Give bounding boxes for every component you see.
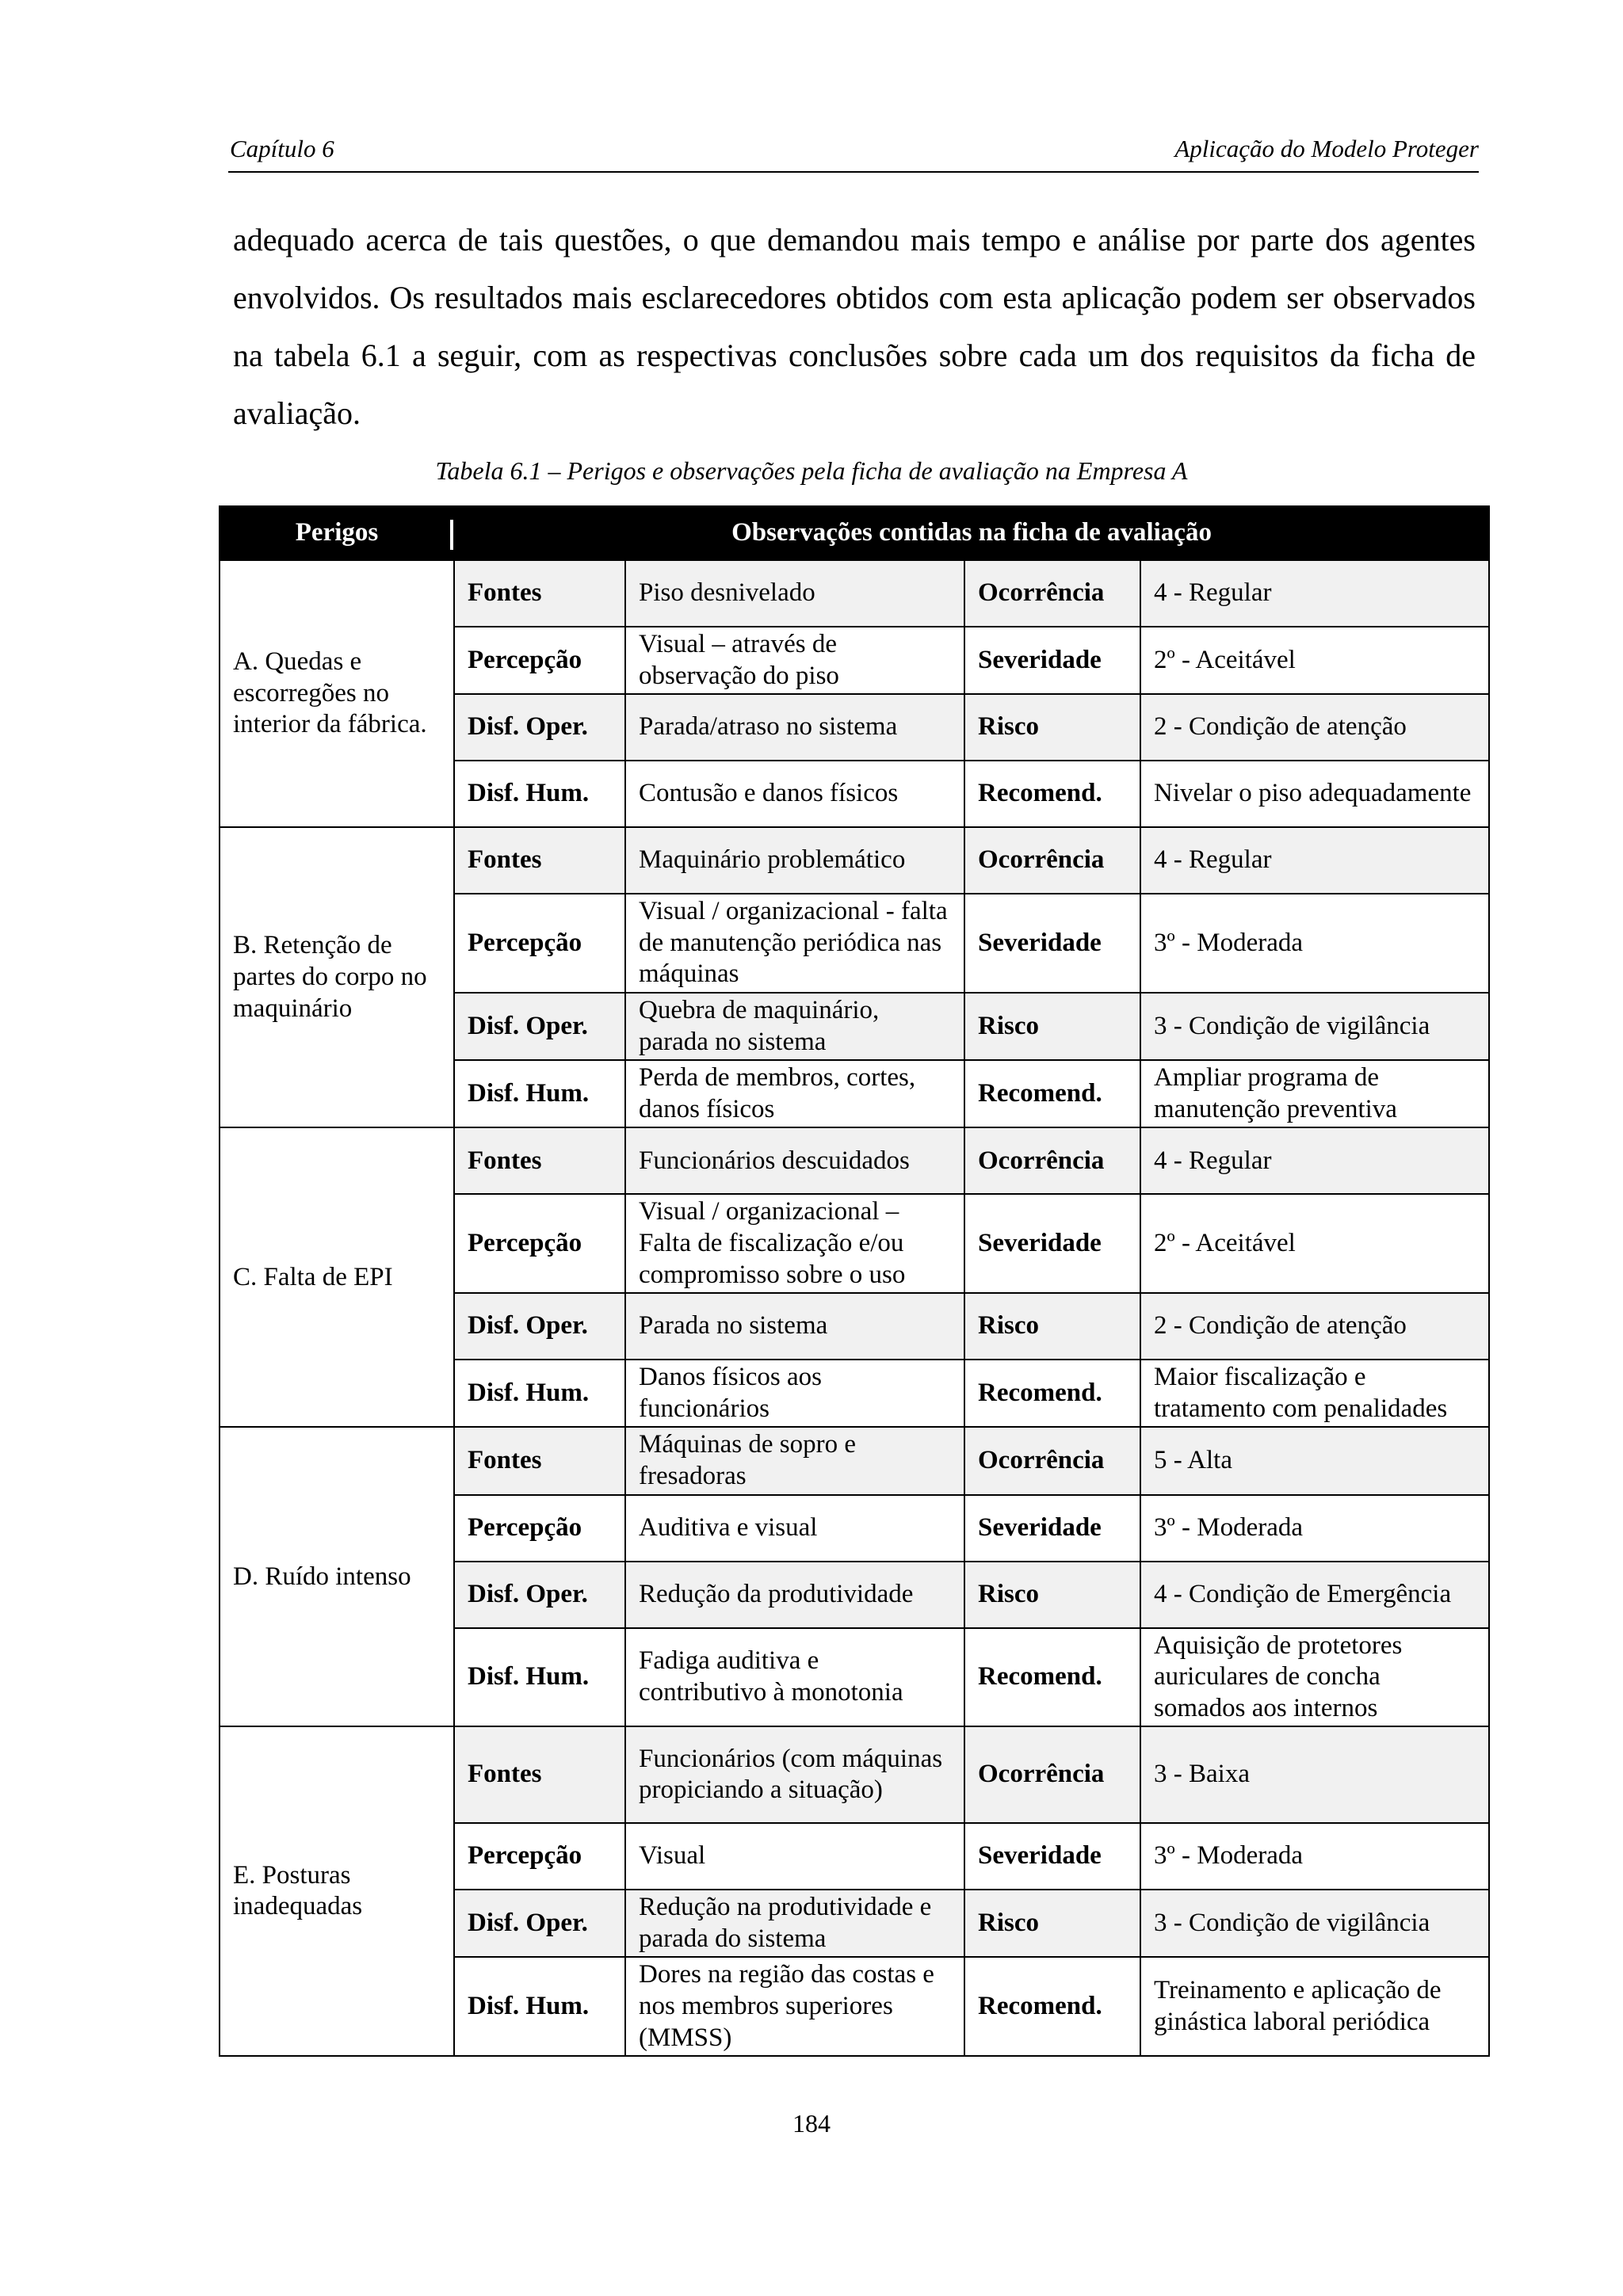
field-value: 3º - Moderada [1140, 894, 1489, 993]
field-label: Percepção [454, 894, 625, 993]
field-value: 2 - Condição de atenção [1140, 694, 1489, 761]
hazard-cell: D. Ruído intenso [220, 1427, 454, 1726]
paragraph-text: adequado acerca de tais questões, o que demandou mais tempo e análise por parte dos agentes envolvidos. Os resultados mais esclarecedores obtidos com esta aplicação podem ser observados na tabela 6.1 a seguir, com as respectivas conclusões sobre cada um dos requisitos da ficha de avaliação. [233, 222, 1476, 431]
field-label: Disf. Oper. [454, 694, 625, 761]
chapter-label: Capítulo 6 [230, 135, 334, 162]
field-value: Auditiva e visual [625, 1495, 964, 1562]
field-label: Disf. Oper. [454, 993, 625, 1060]
field-label: Risco [964, 1293, 1140, 1360]
hazard-cell: E. Posturas inadequadas [220, 1726, 454, 2056]
field-label: Fontes [454, 1427, 625, 1494]
field-label: Disf. Hum. [454, 1360, 625, 1427]
field-label: Disf. Oper. [454, 1562, 625, 1628]
hazard-cell: B. Retenção de partes do corpo no maquinário [220, 827, 454, 1127]
hazard-cell: C. Falta de EPI [220, 1127, 454, 1427]
field-label: Disf. Hum. [454, 761, 625, 827]
table-caption: Tabela 6.1 – Perigos e observações pela ficha de avaliação na Empresa A [435, 456, 1188, 485]
field-value: Fadiga auditiva e contributivo à monotonia [625, 1628, 964, 1727]
field-value: Dores na região das costas e nos membros superiores (MMSS) [625, 1957, 964, 2056]
field-value: Treinamento e aplicação de ginástica laboral periódica [1140, 1957, 1489, 2056]
field-label: Severidade [964, 894, 1140, 993]
field-label: Risco [964, 694, 1140, 761]
field-value: 4 - Regular [1140, 827, 1489, 894]
field-label: Severidade [964, 1194, 1140, 1293]
field-label: Disf. Hum. [454, 1628, 625, 1727]
field-value: Funcionários descuidados [625, 1127, 964, 1194]
field-label: Fontes [454, 1127, 625, 1194]
field-label: Fontes [454, 560, 625, 627]
field-value: 4 - Regular [1140, 1127, 1489, 1194]
field-value: Ampliar programa de manutenção preventiva [1140, 1060, 1489, 1127]
field-label: Disf. Hum. [454, 1060, 625, 1127]
table-row [220, 1427, 1489, 1494]
field-label: Recomend. [964, 761, 1140, 827]
field-value: 2º - Aceitável [1140, 1194, 1489, 1293]
field-value: 3 - Baixa [1140, 1726, 1489, 1823]
field-label: Recomend. [964, 1360, 1140, 1427]
field-label: Severidade [964, 1495, 1140, 1562]
field-label: Percepção [454, 1194, 625, 1293]
field-value: Visual [625, 1823, 964, 1890]
field-value: Perda de membros, cortes, danos físicos [625, 1060, 964, 1127]
field-label: Risco [964, 1562, 1140, 1628]
field-label: Ocorrência [964, 1726, 1140, 1823]
field-label: Risco [964, 1890, 1140, 1957]
field-label: Percepção [454, 1823, 625, 1890]
field-label: Recomend. [964, 1628, 1140, 1727]
table-row [220, 1726, 1489, 1823]
page-header [228, 132, 1479, 173]
field-value: Quebra de maquinário, parada no sistema [625, 993, 964, 1060]
field-label: Risco [964, 993, 1140, 1060]
field-label: Ocorrência [964, 1427, 1140, 1494]
field-value: Piso desnivelado [625, 560, 964, 627]
field-value: 3º - Moderada [1140, 1823, 1489, 1890]
field-value: 4 - Condição de Emergência [1140, 1562, 1489, 1628]
field-value: Parada/atraso no sistema [625, 694, 964, 761]
field-value: Máquinas de sopro e fresadoras [625, 1427, 964, 1494]
page-number: 184 [792, 2109, 831, 2138]
field-value: 2º - Aceitável [1140, 627, 1489, 694]
field-value: Maquinário problemático [625, 827, 964, 894]
field-label: Percepção [454, 627, 625, 694]
field-value: Danos físicos aos funcionários [625, 1360, 964, 1427]
field-label: Ocorrência [964, 560, 1140, 627]
section-title: Aplicação do Modelo Proteger [1174, 135, 1479, 162]
field-value: 3º - Moderada [1140, 1495, 1489, 1562]
header-observacoes: Observações contidas na ficha de avaliação [454, 506, 1489, 560]
field-label: Disf. Hum. [454, 1957, 625, 2056]
field-label: Severidade [964, 627, 1140, 694]
field-value: 2 - Condição de atenção [1140, 1293, 1489, 1360]
field-label: Fontes [454, 1726, 625, 1823]
body-paragraph [233, 211, 1476, 442]
field-value: Redução da produtividade [625, 1562, 964, 1628]
field-label: Percepção [454, 1495, 625, 1562]
table-row [220, 560, 1489, 627]
field-label: Recomend. [964, 1957, 1140, 2056]
field-value: Visual / organizacional – Falta de fiscalização e/ou compromisso sobre o uso [625, 1194, 964, 1293]
field-value: Contusão e danos físicos [625, 761, 964, 827]
hazards-table [219, 505, 1490, 2057]
field-value: 3 - Condição de vigilância [1140, 1890, 1489, 1957]
field-label: Fontes [454, 827, 625, 894]
field-value: 5 - Alta [1140, 1427, 1489, 1494]
field-label: Recomend. [964, 1060, 1140, 1127]
field-value: Visual / organizacional - falta de manutenção periódica nas máquinas [625, 894, 964, 993]
field-value: Parada no sistema [625, 1293, 964, 1360]
field-value: Visual – através de observação do piso [625, 627, 964, 694]
field-value: 4 - Regular [1140, 560, 1489, 627]
field-value: Redução na produtividade e parada do sistema [625, 1890, 964, 1957]
table-row [220, 1127, 1489, 1194]
field-label: Severidade [964, 1823, 1140, 1890]
field-value: Nivelar o piso adequadamente [1140, 761, 1489, 827]
field-value: Maior fiscalização e tratamento com penalidades [1140, 1360, 1489, 1427]
field-value: Funcionários (com máquinas propiciando a situação) [625, 1726, 964, 1823]
field-label: Disf. Oper. [454, 1293, 625, 1360]
field-value: 3 - Condição de vigilância [1140, 993, 1489, 1060]
field-value: Aquisição de protetores auriculares de concha somados aos internos [1140, 1628, 1489, 1727]
field-label: Ocorrência [964, 1127, 1140, 1194]
field-label: Ocorrência [964, 827, 1140, 894]
table-row [220, 827, 1489, 894]
field-label: Disf. Oper. [454, 1890, 625, 1957]
table-header-row [220, 506, 1489, 560]
header-perigos: Perigos [220, 506, 454, 560]
hazard-cell: A. Quedas e escorregões no interior da fábrica. [220, 560, 454, 827]
